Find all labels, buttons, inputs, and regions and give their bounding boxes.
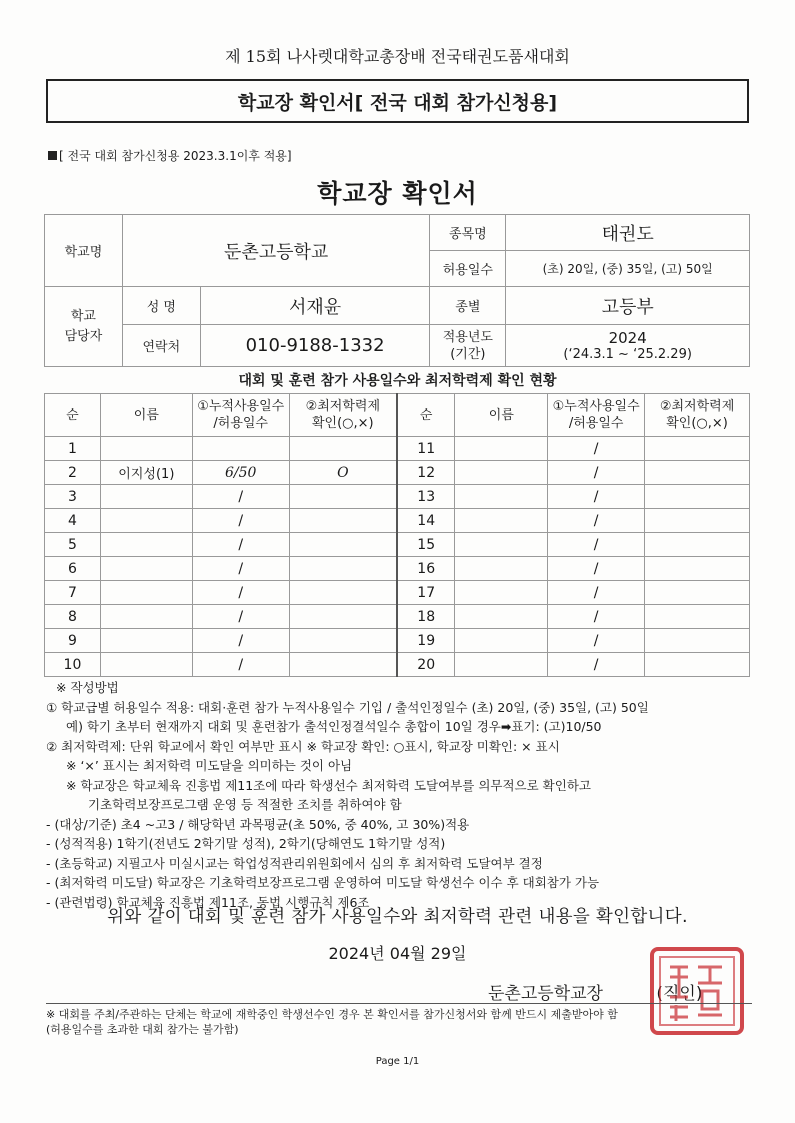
note-1-example-text: 예) 학기 초부터 현재까지 대회 및 훈련참가 출석인정결석일수 총합이 10일 경우 [66,719,501,734]
cell-no: 4 [45,509,101,533]
period-value: (‘24.3.1 ~ ‘25.2.29) [563,347,692,362]
cell-check [289,533,397,557]
table-row [45,461,750,485]
event-title: 제 15회 나사렛대학교총장배 전국태권도품새대회 [225,47,570,66]
cell-check: O [289,461,397,485]
cell-no: 18 [397,605,455,629]
roster-body [45,437,750,677]
table-row [45,581,750,605]
cell-name [100,485,192,509]
cell-no: 11 [397,437,455,461]
year-label: 적용년도 (기간) [430,325,506,367]
contact-value: 010-9188-1332 [200,325,430,367]
cell-days: / [548,437,645,461]
cell-days: / [548,557,645,581]
contact-label: 연락처 [122,325,200,367]
name-label: 성 명 [122,287,200,325]
table-row [45,605,750,629]
cell-check [289,485,397,509]
cell-name [455,605,548,629]
roster-table [44,393,750,677]
cell-check [289,605,397,629]
cell-days: / [548,533,645,557]
table-row [45,653,750,677]
cell-check [645,605,750,629]
detail-1: - (대상/기준) 초4 ~고3 / 해당학년 과목평균(초 50%, 중 40%, 고 30%)적용 [46,816,470,832]
cell-days: / [192,629,289,653]
table-row [45,509,750,533]
cell-no: 19 [397,629,455,653]
allowed-days-value: (초) 20일, (중) 35일, (고) 50일 [506,251,750,287]
form-note [48,147,292,164]
col-no-left: 순 [45,394,101,437]
cell-days: / [192,605,289,629]
cell-days: / [192,509,289,533]
detail-3: - (초등학교) 지필고사 미실시교는 학업성적관리위원회에서 심의 후 최저학력 도달여부 결정 [46,855,543,871]
col-name-right: 이름 [455,394,548,437]
year-value: 2024 [608,329,647,347]
cell-check [645,509,750,533]
cell-no: 3 [45,485,101,509]
cell-no: 5 [45,533,101,557]
cell-check [289,653,397,677]
cell-no: 14 [397,509,455,533]
cell-no: 7 [45,581,101,605]
note-1-example-result: 표기: (고)10/50 [511,719,602,734]
cell-days: / [548,581,645,605]
instructions [46,678,756,912]
cell-check [289,509,397,533]
seal-mark: (직인) [656,984,703,1004]
school-name: 둔촌고등학교 [122,215,430,287]
cell-days: / [192,485,289,509]
detail-2: - (성적적용) 1학기(전년도 2학기말 성적), 2학기(당해연도 1학기말 성적) [46,836,446,851]
cell-no: 1 [45,437,101,461]
signing-date: 2024년 04월 29일 [328,944,467,963]
detail-5: - (관련법령) 학교체육 진흥법 제11조, 동법 시행규칙 제6조 [46,894,370,910]
table-row [45,629,750,653]
cell-name [100,605,192,629]
info-table [44,214,750,367]
cell-days: / [192,653,289,677]
notes-heading: ※ 작성방법 [56,680,119,695]
cell-days: / [548,629,645,653]
section-title: 대회 및 훈련 참가 사용일수와 최저학력제 확인 현황 [238,373,557,389]
cell-no: 16 [397,557,455,581]
table-row [45,533,750,557]
cell-no: 20 [397,653,455,677]
cell-name [100,533,192,557]
form-note-text: [ 전국 대회 참가신청용 2023.3.1이후 적용] [59,149,292,163]
confirm-statement: 위와 같이 대회 및 훈련 참가 사용일수와 최저학력 관련 내용을 확인합니다. [107,907,688,927]
cell-check [645,533,750,557]
cell-days: / [548,653,645,677]
cell-days: 6/50 [192,461,289,485]
cell-name [100,557,192,581]
cell-check [289,557,397,581]
note-1-example [46,717,756,737]
cell-check [289,629,397,653]
cell-check [645,485,750,509]
cell-check [645,581,750,605]
document-title: 학교장 확인서 [317,179,478,208]
cell-name [100,509,192,533]
footnote: ※ 대회를 주최/주관하는 단체는 학교에 재학중인 학생선수인 경우 본 확인서를 참가신청서와 함께 반드시 제출받아야 함 (허용일수를 초과한 대회 참가는 불가함) [46,1003,752,1037]
note-1: ① 학교급별 허용일수 적용: 대회·훈련 참가 누적사용일수 기입 / 출석인정일수 (초) 20일, (중) 35일, (고) 50일 [46,699,649,715]
cell-no: 8 [45,605,101,629]
cell-name [455,461,548,485]
note-2a: ※ ‘×’ 표시는 최저학력 미도달을 의미하는 것이 아님 [66,758,353,773]
table-row [45,557,750,581]
header-box: 학교장 확인서[ 전국 대회 참가신청용] [46,79,749,123]
allowed-days-label: 허용일수 [430,251,506,287]
note-2b: ※ 학교장은 학교체육 진흥법 제11조에 따라 학생선수 최저학력 도달여부를 의무적으로 확인하고 [66,777,591,793]
detail-4: - (최저학력 미도달) 학교장은 기초학력보장프로그램 운영하여 미도달 학생선수 이수 후 대회참가 가능 [46,875,600,890]
cell-days: / [548,461,645,485]
cell-no: 6 [45,557,101,581]
note-2: ② 최저학력제: 단위 학교에서 확인 여부만 표시 ※ 학교장 확인: ○표시, 학교장 미확인: × 표시 [46,738,560,754]
school-label: 학교명 [45,215,123,287]
cell-days: / [192,533,289,557]
cell-name [455,653,548,677]
cell-check [645,557,750,581]
page-number: Page 1/1 [375,1056,420,1067]
cell-name [100,653,192,677]
cell-name [455,629,548,653]
sport-label: 종목명 [430,215,506,251]
year-cell [506,325,750,367]
cell-no: 9 [45,629,101,653]
table-row [45,485,750,509]
division-label: 종별 [430,287,506,325]
cell-days: / [548,509,645,533]
arrow-right-icon: ➡ [500,719,512,734]
signer-name: 둔촌고등학교장 [488,984,603,1004]
cell-no: 15 [397,533,455,557]
col-check-left: ②최저학력제 확인(○,×) [289,394,397,437]
cell-name [455,557,548,581]
cell-name [100,629,192,653]
col-name-left: 이름 [100,394,192,437]
cell-check [645,629,750,653]
cell-no: 2 [45,461,101,485]
bullet-square-icon [48,151,57,160]
cell-name [100,581,192,605]
cell-check [645,653,750,677]
cell-no: 10 [45,653,101,677]
cell-name [455,485,548,509]
manager-label: 학교 담당자 [45,287,123,367]
cell-name [455,437,548,461]
col-no-right: 순 [397,394,455,437]
col-check-right: ②최저학력제 확인(○,×) [645,394,750,437]
manager-name: 서재윤 [200,287,430,325]
cell-days: / [548,485,645,509]
cell-name [455,533,548,557]
cell-check [289,437,397,461]
sport-value: 태권도 [506,215,750,251]
cell-days: / [548,605,645,629]
cell-check [645,437,750,461]
cell-name: 이지성(1) [100,461,192,485]
cell-days [192,437,289,461]
col-days-right: ①누적사용일수 /허용일수 [548,394,645,437]
cell-days: / [192,557,289,581]
division-value: 고등부 [506,287,750,325]
cell-check [645,461,750,485]
cell-name [455,581,548,605]
cell-no: 13 [397,485,455,509]
cell-days: / [192,581,289,605]
col-days-left: ①누적사용일수 /허용일수 [192,394,289,437]
cell-name [455,509,548,533]
cell-no: 17 [397,581,455,605]
note-2c: 기초학력보장프로그램 운영 등 적절한 조치를 취하여야 함 [88,797,402,812]
cell-check [289,581,397,605]
cell-name [100,437,192,461]
cell-no: 12 [397,461,455,485]
table-row [45,437,750,461]
